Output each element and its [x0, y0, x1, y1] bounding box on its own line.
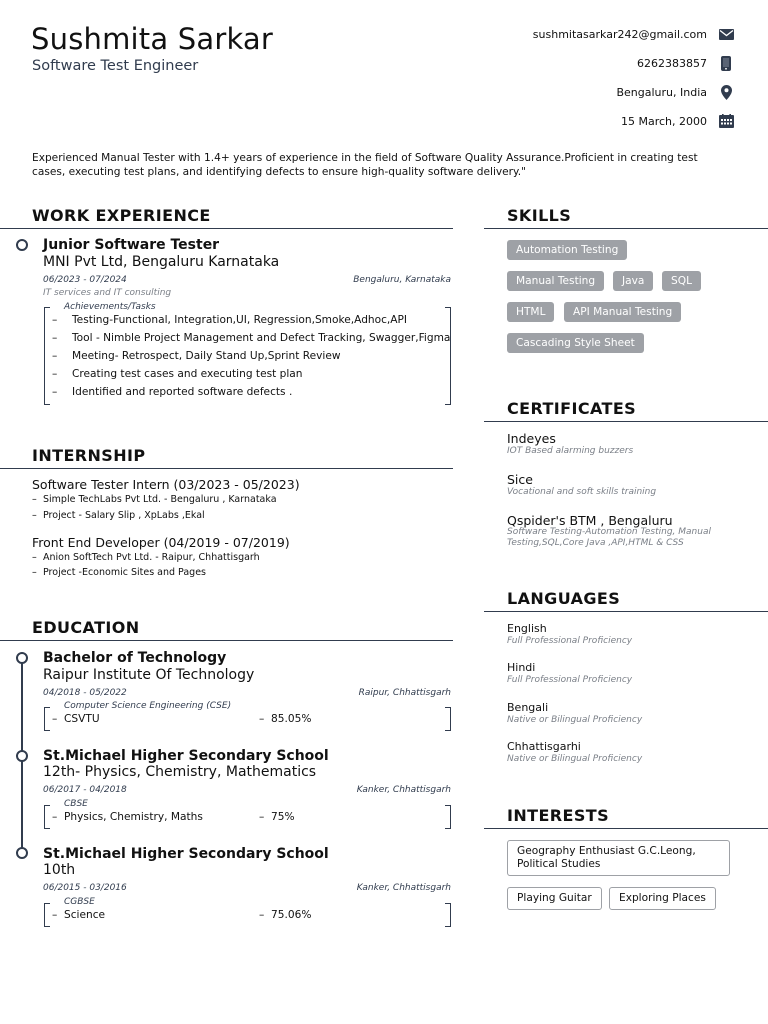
- education-board: – Science: [52, 909, 106, 921]
- education-dates: 06/2017 - 04/2018: [43, 785, 127, 795]
- education-divider: [0, 640, 453, 641]
- language-level: Native or Bilingual Proficiency: [507, 715, 643, 725]
- contact-email: [533, 26, 734, 42]
- education-school: 12th- Physics, Chemistry, Mathematics: [43, 764, 317, 780]
- timeline-dot: [16, 652, 28, 664]
- contact-phone: [637, 55, 734, 71]
- education-board: – Physics, Chemistry, Maths: [52, 811, 203, 823]
- language-level: Full Professional Proficiency: [507, 636, 633, 646]
- skill-chip: Automation Testing: [507, 240, 627, 260]
- location-icon: [718, 84, 734, 100]
- languages-heading: LANGUAGES: [507, 589, 621, 608]
- skill-chip: Cascading Style Sheet: [507, 333, 644, 353]
- timeline-dot: [16, 750, 28, 762]
- internship-point: – Anion SoftTech Pvt Ltd. - Raipur, Chhattisgarh: [32, 552, 260, 563]
- bracket-left: [44, 903, 50, 927]
- certificate-desc: Software Testing-Automation Testing, Manual Testing,SQL,Core Java ,API,HTML & CSS: [507, 527, 711, 548]
- skills-heading: SKILLS: [507, 206, 572, 225]
- education-field: CBSE: [64, 799, 88, 809]
- phone-text: 6262383857: [637, 56, 707, 70]
- certificate-desc: Vocational and soft skills training: [507, 487, 657, 497]
- education-field: Computer Science Engineering (CSE): [64, 701, 232, 711]
- certificate-name: Qspider's BTM , Bengaluru: [507, 513, 673, 528]
- skill-chip: Manual Testing: [507, 271, 604, 291]
- education-location: Kanker, Chhattisgarh: [356, 785, 451, 795]
- phone-icon: [718, 55, 734, 71]
- education-school: 10th: [43, 862, 76, 878]
- candidate-title: Software Test Engineer: [32, 58, 199, 74]
- languages-divider: [484, 611, 768, 612]
- email-text: sushmitasarkar242@gmail.com: [532, 27, 707, 41]
- certificate-name: Sice: [507, 472, 533, 487]
- certificates-heading: CERTIFICATES: [507, 399, 637, 418]
- language-level: Native or Bilingual Proficiency: [507, 754, 643, 764]
- contact-dob: [621, 113, 734, 129]
- internship-title: Software Tester Intern (03/2023 - 05/2023): [32, 477, 300, 492]
- education-degree: St.Michael Higher Secondary School: [43, 846, 329, 862]
- bracket-left: [44, 707, 50, 731]
- work-experience-heading: WORK EXPERIENCE: [32, 206, 211, 225]
- education-board: – CSVTU: [52, 713, 100, 725]
- certificate-name: Indeyes: [507, 431, 556, 446]
- job-description: IT services and IT consulting: [43, 288, 172, 298]
- education-score: – 75%: [259, 811, 295, 823]
- skill-chip: API Manual Testing: [564, 302, 681, 322]
- task-item: – Tool - Nimble Project Management and Defect Tracking, Swagger,Figma: [52, 332, 451, 344]
- internship-divider: [0, 468, 453, 469]
- candidate-name: Sushmita Sarkar: [31, 22, 274, 56]
- education-degree: Bachelor of Technology: [43, 650, 227, 666]
- education-heading: EDUCATION: [32, 618, 140, 637]
- internship-title: Front End Developer (04/2019 - 07/2019): [32, 535, 290, 550]
- language-name: Hindi: [507, 661, 536, 674]
- education-school: Raipur Institute Of Technology: [43, 667, 255, 683]
- bracket-right: [445, 307, 451, 405]
- job-title: Junior Software Tester: [43, 237, 220, 253]
- job-dates: 06/2023 - 07/2024: [43, 275, 127, 285]
- education-location: Raipur, Chhattisgarh: [358, 688, 451, 698]
- calendar-icon: [718, 113, 734, 129]
- bracket-right: [445, 903, 451, 927]
- skill-chip: Java: [613, 271, 653, 291]
- language-name: English: [507, 622, 547, 635]
- bracket-right: [445, 805, 451, 829]
- email-icon: [718, 26, 734, 42]
- location-text: Bengaluru, India: [616, 85, 707, 99]
- achievements-label: Achievements/Tasks: [64, 302, 156, 312]
- task-item: – Meeting- Retrospect, Daily Stand Up,Sprint Review: [52, 350, 341, 362]
- contact-location: [616, 84, 734, 100]
- education-dates: 06/2015 - 03/2016: [43, 883, 127, 893]
- summary-text: Experienced Manual Tester with 1.4+ years of experience in the field of Software Quality Assurance.Proficient in creating test cases, executing test plans, and identifying defects to ensure high-quality software delivery.": [32, 152, 698, 178]
- education-dates: 04/2018 - 05/2022: [43, 688, 127, 698]
- language-name: Chhattisgarhi: [507, 740, 581, 753]
- bracket-right: [445, 707, 451, 731]
- task-item: – Identified and reported software defects .: [52, 386, 293, 398]
- internship-point: – Project -Economic Sites and Pages: [32, 567, 207, 578]
- language-name: Bengali: [507, 701, 549, 714]
- bracket-left: [44, 307, 50, 405]
- interest-item: Geography Enthusiast G.C.Leong, Political Studies: [507, 840, 730, 876]
- internship-point: – Project - Salary Slip , XpLabs ,Ekal: [32, 510, 205, 521]
- task-item: – Testing-Functional, Integration,UI, Regression,Smoke,Adhoc,API: [52, 314, 408, 326]
- timeline-dot: [16, 847, 28, 859]
- education-location: Kanker, Chhattisgarh: [356, 883, 451, 893]
- interests-heading: INTERESTS: [507, 806, 609, 825]
- job-company: MNI Pvt Ltd, Bengaluru Karnataka: [43, 254, 280, 270]
- skill-chip: SQL: [662, 271, 701, 291]
- job-location: Bengaluru, Karnataka: [353, 275, 451, 285]
- certificate-desc: IOT Based alarming buzzers: [507, 446, 634, 456]
- interest-item: Playing Guitar: [507, 887, 602, 910]
- internship-point: – Simple TechLabs Pvt Ltd. - Bengaluru , Karnataka: [32, 494, 277, 505]
- skills-divider: [484, 228, 768, 229]
- certificates-divider: [484, 421, 768, 422]
- education-score: – 75.06%: [259, 909, 312, 921]
- dob-text: 15 March, 2000: [620, 114, 707, 128]
- interests-divider: [484, 828, 768, 829]
- timeline-dot: [16, 239, 28, 251]
- language-level: Full Professional Proficiency: [507, 675, 633, 685]
- internship-heading: INTERNSHIP: [32, 446, 146, 465]
- bracket-left: [44, 805, 50, 829]
- task-item: – Creating test cases and executing test plan: [52, 368, 303, 380]
- work-divider: [0, 228, 453, 229]
- education-field: CGBSE: [64, 897, 95, 907]
- education-degree: St.Michael Higher Secondary School: [43, 748, 329, 764]
- interest-item: Exploring Places: [609, 887, 716, 910]
- skill-chip: HTML: [507, 302, 554, 322]
- education-score: – 85.05%: [259, 713, 312, 725]
